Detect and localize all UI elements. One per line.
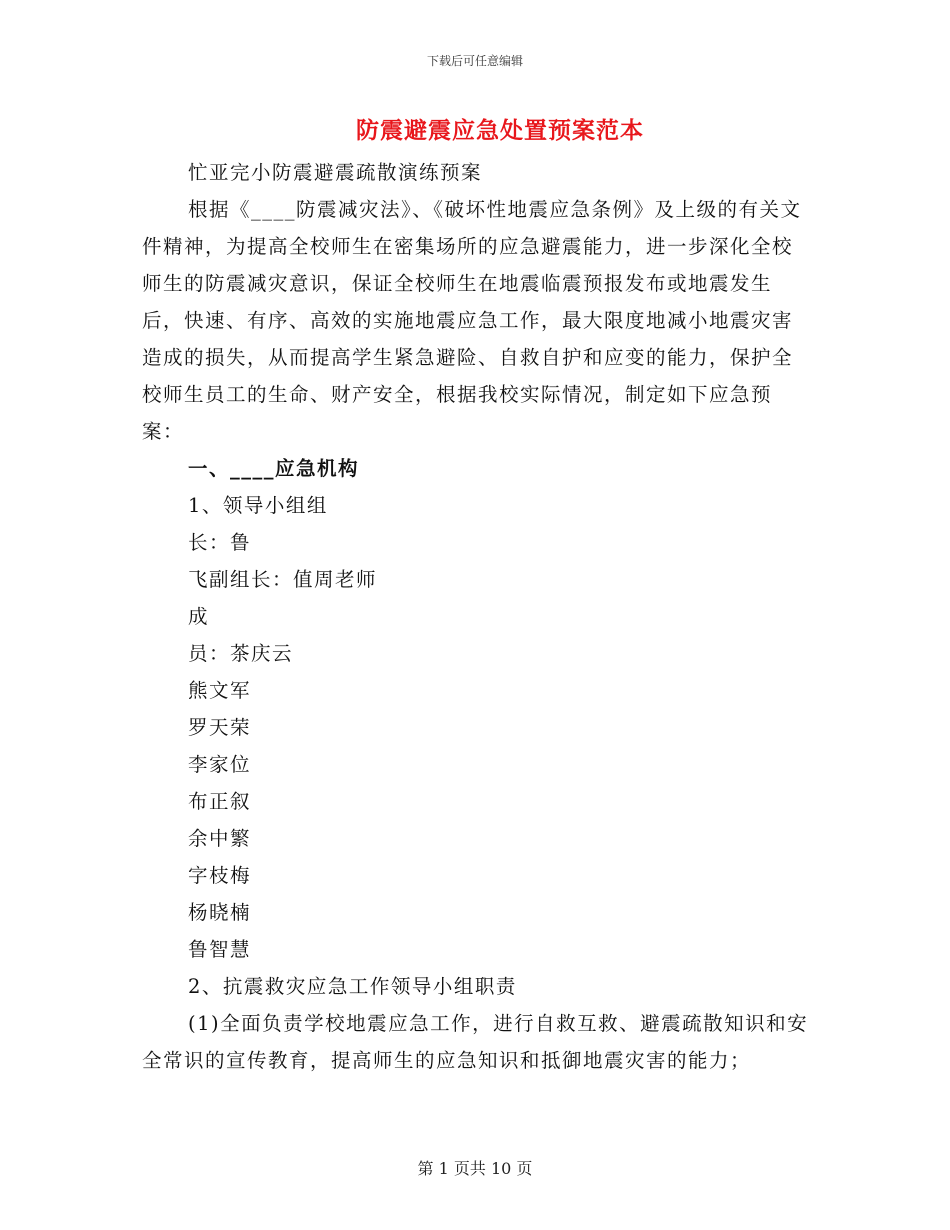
item-heading-group-duties: 2、抗震救灾应急工作领导小组职责	[188, 975, 517, 998]
member-name: 罗天荣	[188, 716, 252, 739]
intro-paragraph: 根据《____防震减灾法》、《破坏性地震应急条例》及上级的有关文件精神，为提高全校师生在密集场所的应急避震能力，进一步深化全校师生的防震减灾意识，保证全校师生在地震临震预报发布或地震发生后，快速、有序、高效的实施地震应急工作，最大限度地减小地震灾害造成的损失，从而提高学生紧急避险、自救自护和应变的能力，保护全校师生员工的生命、财产安全，根据我校实际情况，制定如下应急预案：	[142, 198, 802, 443]
document-body	[142, 154, 810, 1079]
member-name: 李家位	[188, 753, 252, 776]
header-note: 下载后可任意编辑	[426, 54, 523, 68]
member-name: 鲁智慧	[188, 938, 252, 961]
section-heading-emergency-organization: 一、____应急机构	[188, 457, 360, 480]
member-name: 布正叙	[188, 790, 252, 813]
item-heading-leadership-group: 1、领导小组组	[188, 494, 328, 517]
deputy-leader-line: 飞副组长：值周老师	[188, 568, 378, 591]
member-name: 余中繁	[188, 827, 252, 850]
duty-paragraph-1: (1)全面负责学校地震应急工作，进行自救互救、避震疏散知识和安全常识的宣传教育，提高师生的应急知识和抵御地震灾害的能力；	[142, 1012, 809, 1072]
members-label: 成	[188, 605, 210, 628]
document-title: 防震避震应急处置预案范本	[356, 117, 644, 144]
page-number-footer: 第 1 页共 10 页	[417, 1159, 533, 1178]
member-name: 字枝梅	[188, 864, 252, 887]
document-subtitle: 忙亚完小防震避震疏散演练预案	[188, 161, 483, 184]
group-leader-line: 长：鲁	[188, 531, 252, 554]
members-first-line: 员：茶庆云	[188, 642, 294, 665]
member-name: 杨晓楠	[188, 901, 252, 924]
member-name: 熊文军	[188, 679, 252, 702]
